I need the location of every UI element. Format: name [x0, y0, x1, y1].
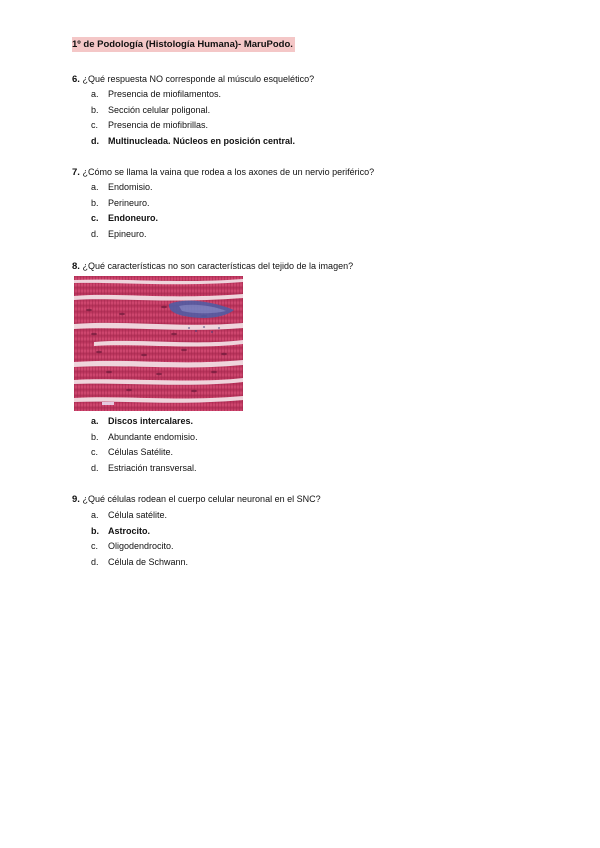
option-item [91, 539, 188, 555]
option-item-correct [91, 524, 188, 540]
option-text: Presencia de miofibrillas. [108, 120, 209, 130]
histology-image [74, 276, 243, 411]
option-letter: a. [91, 182, 99, 192]
option-item-correct [91, 414, 198, 430]
option-item [91, 445, 198, 461]
option-letter: c. [91, 213, 99, 223]
question-number: 7. [72, 167, 80, 178]
question-text: ¿Qué respuesta NO corresponde al músculo esquelético? [82, 74, 315, 84]
options-list-8 [91, 414, 198, 476]
option-item [91, 180, 158, 196]
options-list-9 [91, 508, 188, 570]
document-header: 1º de Podología (Histología Humana)- MaruPodo. [72, 39, 293, 50]
question-6 [72, 73, 314, 86]
question-text: ¿Cómo se llama la vaina que rodea a los axones de un nervio periférico? [82, 167, 375, 177]
option-text: Oligodendrocito. [108, 541, 174, 551]
option-text: Abundante endomisio. [108, 431, 198, 442]
option-item [91, 555, 188, 571]
option-text: Endoneuro. [108, 213, 158, 223]
option-text: Estriación transversal. [108, 462, 197, 473]
option-item [91, 118, 295, 134]
question-8 [72, 260, 353, 273]
option-item [91, 196, 158, 212]
option-letter: c. [91, 541, 99, 551]
question-number: 6. [72, 74, 80, 85]
question-number: 9. [72, 494, 80, 505]
option-letter: d. [91, 556, 99, 567]
option-text: Célula de Schwann. [108, 556, 189, 567]
option-letter: a. [91, 416, 99, 426]
question-7 [72, 166, 374, 179]
option-letter: a. [91, 89, 99, 99]
option-letter: d. [91, 135, 99, 146]
option-text: Epineuro. [108, 228, 147, 239]
question-9 [72, 493, 321, 506]
option-letter: a. [91, 510, 99, 520]
option-text: Presencia de miofilamentos. [108, 89, 222, 99]
option-text: Sección celular poligonal. [108, 104, 211, 115]
option-letter: b. [91, 104, 99, 115]
question-text: ¿Qué características no son características del tejido de la imagen? [82, 261, 354, 271]
option-item [91, 461, 198, 477]
option-item-correct [91, 211, 158, 227]
option-text: Perineuro. [108, 197, 150, 208]
option-letter: c. [91, 447, 99, 457]
option-text: Multinucleada. Núcleos en posición central. [108, 135, 296, 146]
muscle-tissue-micrograph [74, 276, 243, 411]
option-letter: b. [91, 431, 99, 442]
options-list-6 [91, 87, 295, 149]
option-letter: d. [91, 462, 99, 473]
option-text: Endomisio. [108, 182, 153, 192]
question-number: 8. [72, 261, 80, 272]
option-letter: c. [91, 120, 99, 130]
option-item [91, 103, 295, 119]
option-item [91, 508, 188, 524]
option-item [91, 430, 198, 446]
option-text: Células Satélite. [108, 447, 174, 457]
option-letter: b. [91, 197, 99, 208]
option-item [91, 87, 295, 103]
option-text: Astrocito. [108, 525, 151, 536]
options-list-7 [91, 180, 158, 242]
option-text: Discos intercalares. [108, 416, 194, 426]
option-item-correct [91, 134, 295, 150]
option-text: Célula satélite. [108, 510, 168, 520]
option-letter: b. [91, 525, 99, 536]
option-letter: d. [91, 228, 99, 239]
question-text: ¿Qué células rodean el cuerpo celular neuronal en el SNC? [82, 494, 321, 504]
option-item [91, 227, 158, 243]
